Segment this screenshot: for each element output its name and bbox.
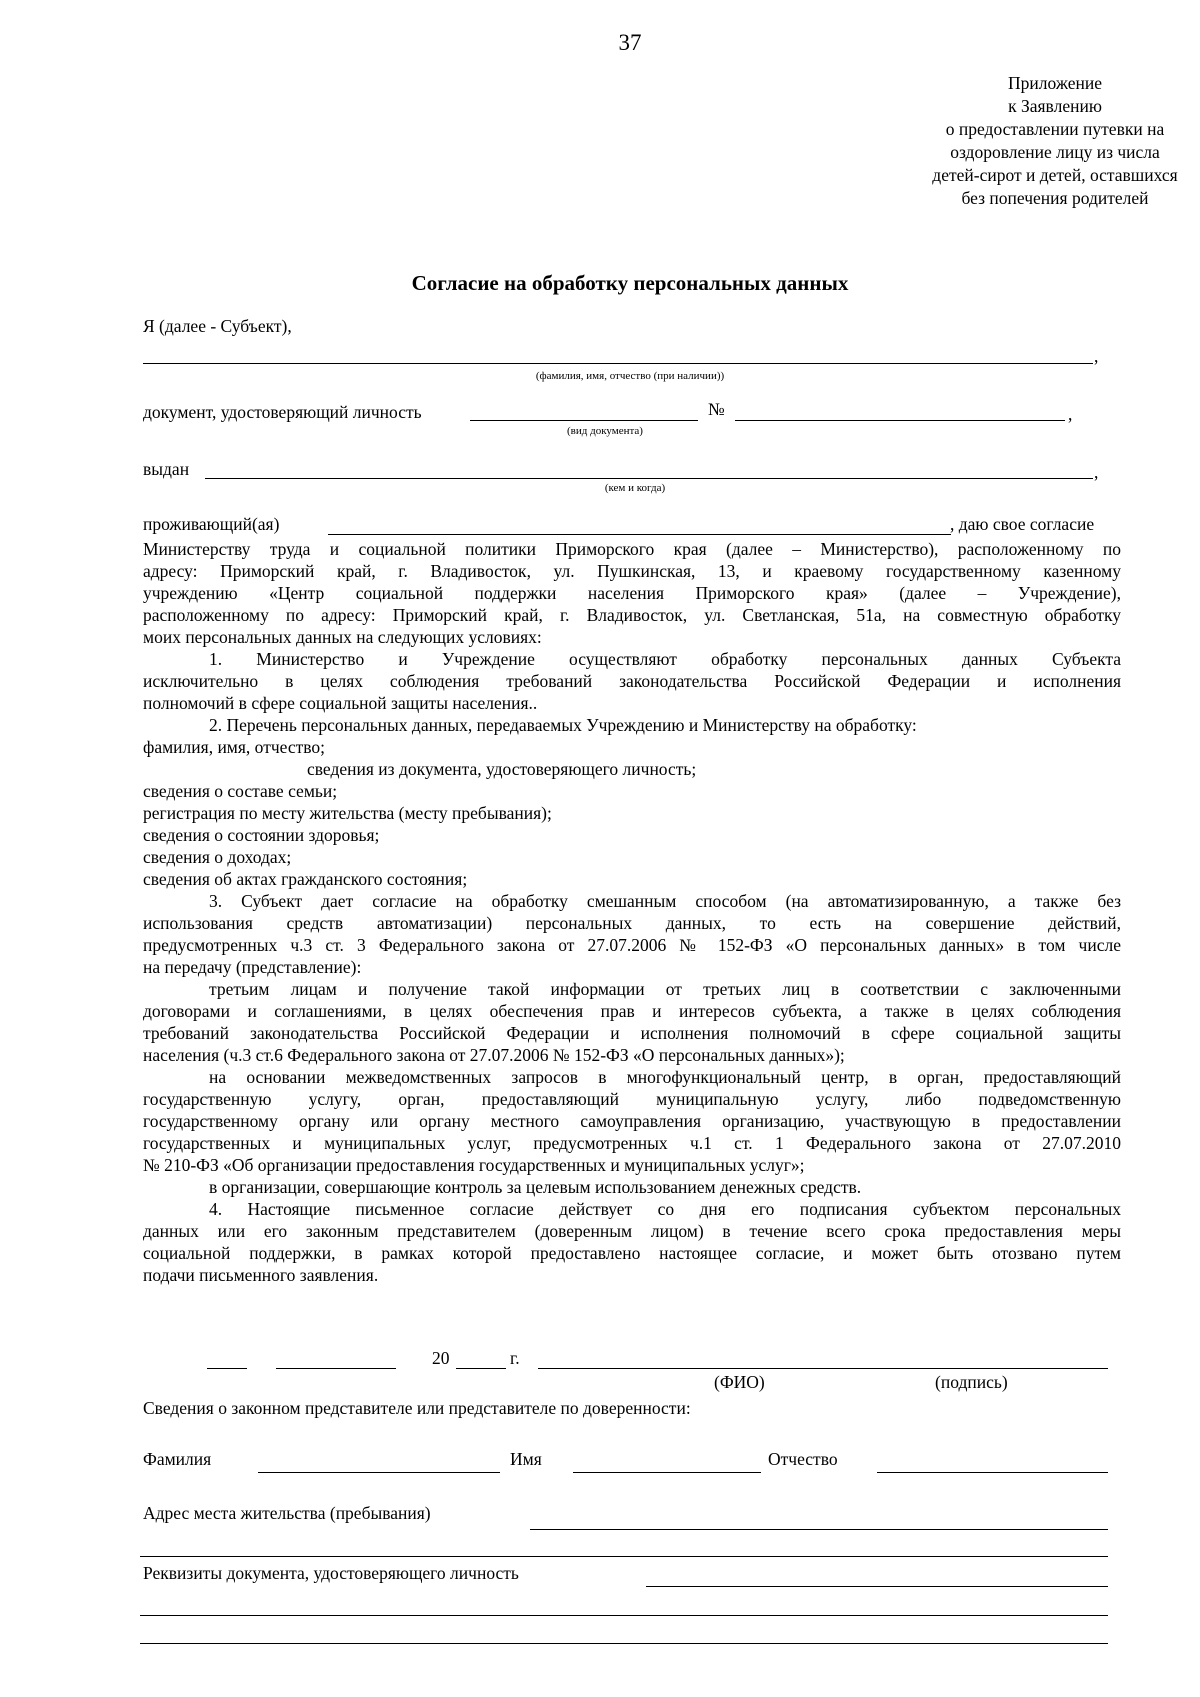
doc-line-comma: , <box>1068 404 1073 424</box>
id-doc-label: Реквизиты документа, удостоверяющего личность <box>143 1563 519 1583</box>
issued-caption: (кем и когда) <box>604 482 666 494</box>
body-line: расположенному по адресу: Приморский край, г. Владивосток, ул. Светланская, 51а, на совместную обработку <box>143 605 1121 625</box>
body-line: 3. Субъект дает согласие на обработку смешанным способом (на автоматизированную, а также без <box>209 891 1121 911</box>
issued-line[interactable] <box>205 478 1093 479</box>
residing-label: проживающий(ая) <box>143 514 280 534</box>
body-line: фамилия, имя, отчество; <box>143 737 326 757</box>
body-line: населения (ч.3 ст.6 Федерального закона от 27.07.2006 № 152-ФЗ «О персональных данных»); <box>143 1045 845 1065</box>
surname-label: Фамилия <box>143 1449 212 1469</box>
doc-label: документ, удостоверяющий личность <box>143 402 422 422</box>
body-line: данных или его законным представителем (доверенным лицом) в течение всего срока предоставления меры <box>143 1221 1121 1241</box>
appendix-line: Приложение <box>1008 73 1102 93</box>
address-line-extra[interactable] <box>140 1556 1108 1557</box>
body-line: адресу: Приморский край, г. Владивосток, ул. Пушкинская, 13, и краевому государственному казенному <box>143 561 1121 581</box>
body-line: требований законодательства Российской Федерации и исполнения полномочий в сфере социальной защиты <box>143 1023 1121 1043</box>
appendix-line: детей-сирот и детей, оставшихся <box>932 165 1178 185</box>
body-line: государственную услугу, орган, предоставляющий муниципальную услугу, либо подведомственную <box>143 1089 1121 1109</box>
appendix-line: оздоровление лицу из числа <box>950 142 1160 162</box>
body-line: сведения из документа, удостоверяющего личность; <box>307 759 697 779</box>
body-line: сведения о доходах; <box>143 847 292 867</box>
patronymic-label: Отчество <box>768 1449 838 1469</box>
body-line: сведения о составе семьи; <box>143 781 338 801</box>
body-line: регистрация по месту жительства (месту пребывания); <box>143 803 552 823</box>
body-line: № 210-ФЗ «Об организации предоставления государственных и муниципальных услуг»; <box>143 1155 805 1175</box>
page-number: 37 <box>618 30 642 55</box>
body-line: моих персональных данных на следующих условиях: <box>143 627 542 647</box>
date-day-line[interactable] <box>207 1368 247 1369</box>
date-year-suffix: г. <box>510 1348 520 1368</box>
consent-body <box>143 538 1121 1286</box>
body-line: полномочий в сфере социальной защиты населения.. <box>143 693 538 713</box>
appendix-note <box>800 72 1200 210</box>
number-sign: № <box>708 399 725 419</box>
body-line: договорами и соглашениями, в целях обеспечения прав и интересов субъекта, а также в целях соблюдения <box>143 1001 1121 1021</box>
subject-intro: Я (далее - Субъект), <box>143 316 292 336</box>
body-line: учреждению «Центр социальной поддержки населения Приморского края» (далее – Учреждение), <box>143 583 1121 603</box>
body-line: исключительно в целях соблюдения требований законодательства Российской Федерации и исполнения <box>143 671 1121 691</box>
body-line: третьим лицам и получение такой информации от третьих лиц в соответствии с заключенными <box>209 979 1121 999</box>
signature-line[interactable] <box>538 1368 1108 1369</box>
date-year-line[interactable] <box>456 1368 506 1369</box>
body-line: сведения об актах гражданского состояния; <box>143 869 468 889</box>
representative-heading: Сведения о законном представителе или представителе по доверенности: <box>143 1398 691 1418</box>
body-line: 2. Перечень персональных данных, передаваемых Учреждению и Министерству на обработку: <box>209 715 917 735</box>
appendix-line: без попечения родителей <box>961 188 1149 208</box>
body-line: 1. Министерство и Учреждение осуществляют обработку персональных данных Субъекта <box>209 649 1121 669</box>
address-label: Адрес места жительства (пребывания) <box>143 1503 431 1523</box>
address-line[interactable] <box>530 1529 1108 1530</box>
id-doc-line[interactable] <box>646 1586 1108 1587</box>
body-line: на передачу (представление): <box>143 957 362 977</box>
body-line: государственных и муниципальных услуг, предусмотренных ч.1 ст. 1 Федерального закона от 27.07.2010 <box>143 1133 1121 1153</box>
surname-line[interactable] <box>258 1472 500 1473</box>
appendix-line: о предоставлении путевки на <box>945 119 1165 139</box>
body-line: предусмотренных ч.3 ст. 3 Федерального закона от 27.07.2006 № 152-ФЗ «О персональных данных» в том числе <box>143 935 1121 955</box>
fio-line[interactable] <box>143 363 1093 364</box>
fio-line-comma: , <box>1094 346 1099 366</box>
doc-type-line[interactable] <box>470 420 698 421</box>
body-line: на основании межведомственных запросов в многофункциональный центр, в орган, предоставляющий <box>209 1067 1121 1087</box>
signature-label: (подпись) <box>935 1372 1008 1392</box>
name-line[interactable] <box>573 1472 761 1473</box>
appendix-line: к Заявлению <box>1008 96 1102 116</box>
consent-tail: , даю свое согласие <box>950 514 1095 534</box>
body-line: Министерству труда и социальной политики Приморского края (далее – Министерство), расположенному по <box>143 539 1121 559</box>
date-month-line[interactable] <box>276 1368 396 1369</box>
doc-caption: (вид документа) <box>567 425 643 437</box>
body-line: подачи письменного заявления. <box>143 1265 379 1285</box>
patronymic-line[interactable] <box>877 1472 1108 1473</box>
fio-caption: (фамилия, имя, отчество (при наличии)) <box>535 370 725 382</box>
date-year-prefix: 20 <box>432 1348 450 1368</box>
body-line: 4. Настоящие письменное согласие действует со дня его подписания субъектом персональных <box>209 1199 1121 1219</box>
body-line: в организации, совершающие контроль за целевым использованием денежных средств. <box>209 1177 862 1197</box>
issued-line-comma: , <box>1094 462 1099 482</box>
residence-line[interactable] <box>328 534 951 535</box>
body-line: государственному органу или органу местного самоуправления организацию, участвующую в предоставлении <box>143 1111 1121 1131</box>
document-title: Согласие на обработку персональных данных <box>411 271 849 295</box>
issued-label: выдан <box>143 459 190 479</box>
id-doc-line-extra-1[interactable] <box>140 1615 1108 1616</box>
body-line: сведения о состоянии здоровья; <box>143 825 380 845</box>
doc-number-line[interactable] <box>735 420 1065 421</box>
id-doc-line-extra-2[interactable] <box>140 1643 1108 1644</box>
fio-label: (ФИО) <box>714 1372 765 1392</box>
name-label: Имя <box>510 1449 542 1469</box>
body-line: использования средств автоматизации) персональных данных, то есть на совершение действий, <box>143 913 1121 933</box>
body-line: социальной поддержки, в рамках которой предоставлено настоящее согласие, и может быть отозвано путем <box>143 1243 1121 1263</box>
